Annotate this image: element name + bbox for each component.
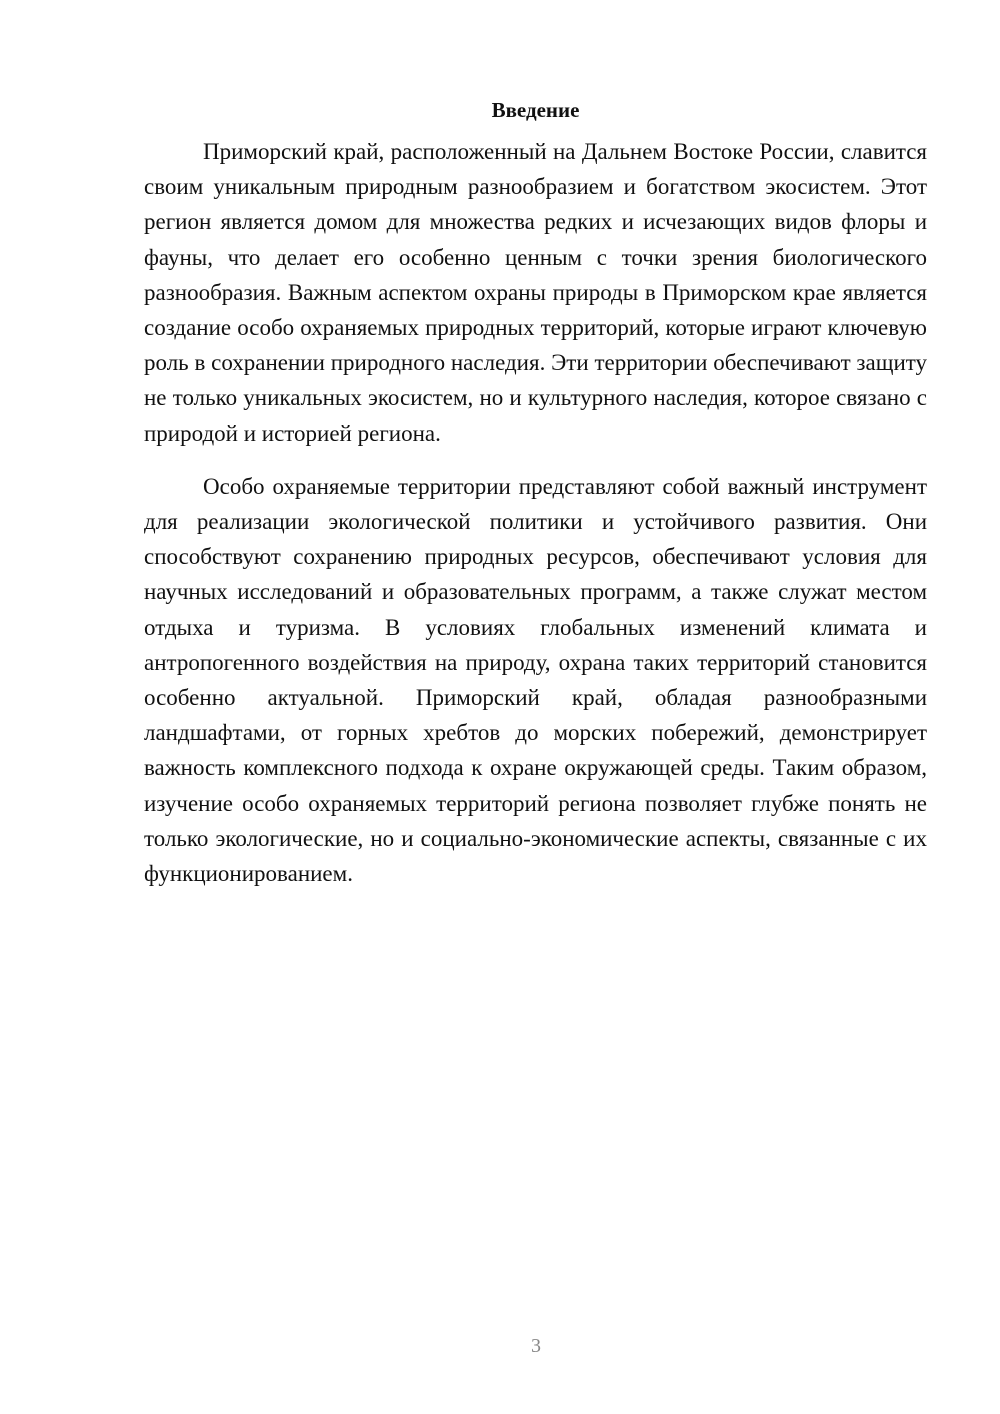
section-title: Введение xyxy=(491,98,580,122)
page-number: 3 xyxy=(531,1335,541,1357)
paragraph-1: Приморский край, расположенный на Дальнем Востоке России, славится своим уникальным природным разнообразием и богатством экосистем. Этот регион является домом для множества редких и исчезающих видов флоры и фауны, что делает его особенно ценным с точки зрения биологического разнообразия. Важным аспектом охраны природы в Приморском крае является создание особо охраняемых природных территорий, которые играют ключевую роль в сохранении природного наследия. Эти территории обеспечивают защиту не только уникальных экосистем, но и культурного наследия, которое связано с природой и историей региона. xyxy=(144,139,927,446)
paragraph-2: Особо охраняемые территории представляют собой важный инструмент для реализации экологической политики и устойчивого развития. Они способствуют сохранению природных ресурсов, обеспечивают условия для научных исследований и образовательных программ, а также служат местом отдыха и туризма. В условиях глобальных изменений климата и антропогенного воздействия на природу, охрана таких территорий становится особенно актуальной. Приморский край, обладая разнообразными ландшафтами, от горных хребтов до морских побережий, демонстрирует важность комплексного подхода к охране окружающей среды. Таким образом, изучение особо охраняемых территорий региона позволяет глубже понять не только экологические, но и социально-экономические аспекты, связанные с их функционированием. xyxy=(144,473,927,887)
page-content xyxy=(144,95,927,891)
